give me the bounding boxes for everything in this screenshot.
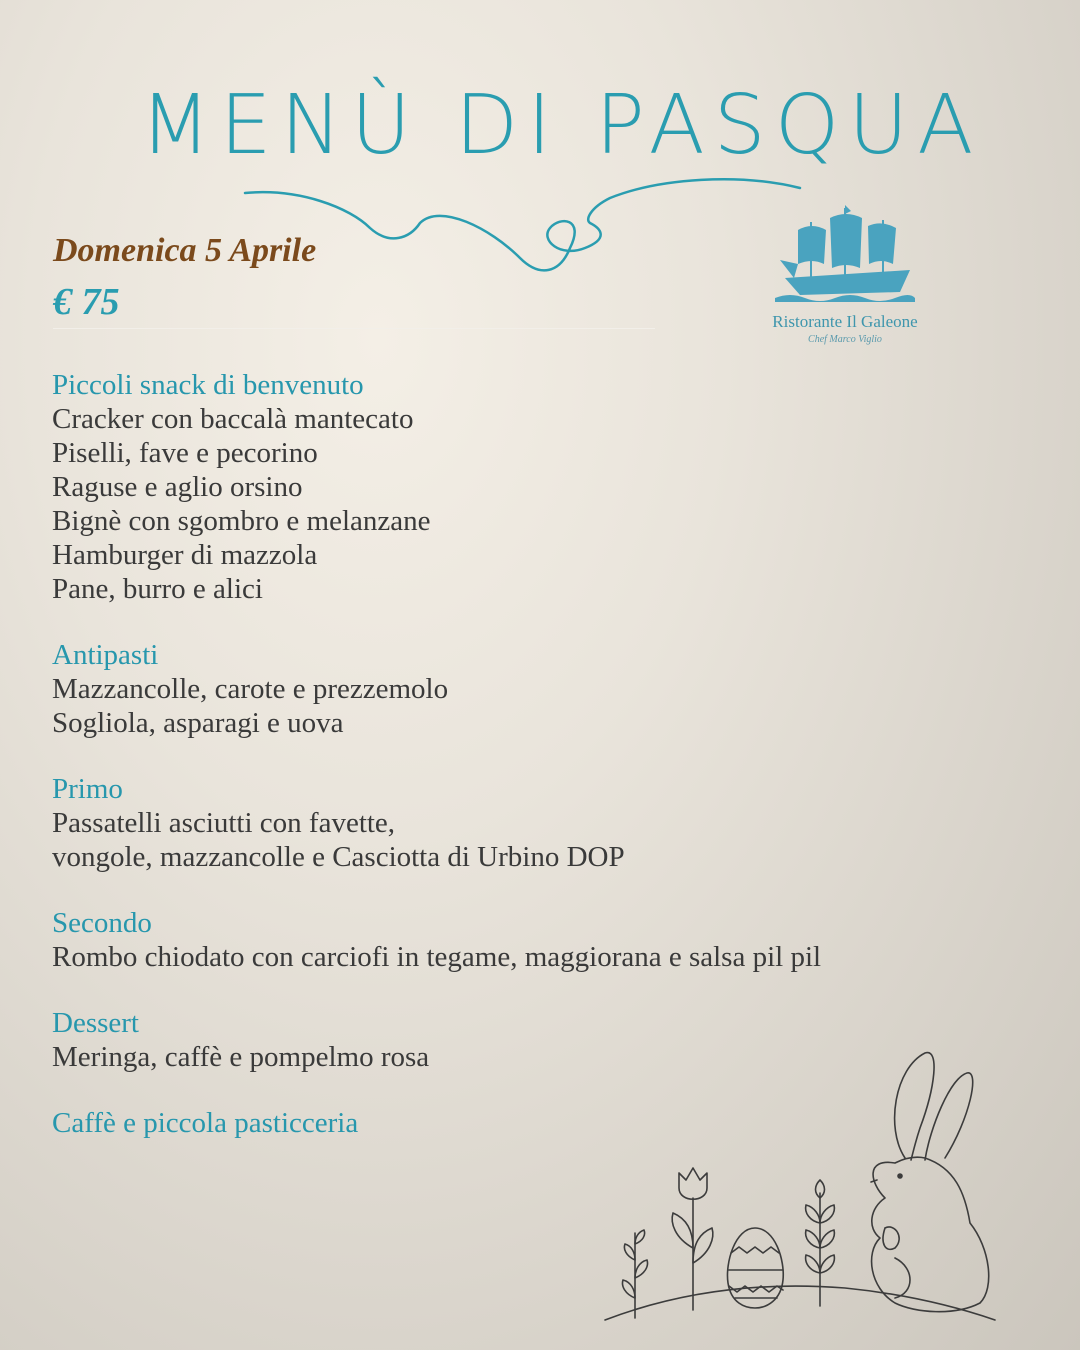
restaurant-name: Ristorante Il Galeone	[772, 312, 918, 331]
section-title: Antipasti	[52, 639, 159, 671]
galleon-ship-icon	[770, 200, 920, 305]
divider	[53, 328, 655, 329]
menu-section-antipasti	[52, 638, 1012, 740]
menu-list	[52, 368, 1012, 1140]
easter-egg-icon	[727, 1228, 783, 1308]
menu-item: Passatelli asciutti con favette,	[52, 807, 396, 839]
section-title: Piccoli snack di benvenuto	[52, 369, 364, 401]
menu-section-snacks	[52, 368, 1012, 606]
ground-line	[605, 1286, 995, 1320]
menu-section-secondo	[52, 906, 1012, 974]
menu-item: Mazzancolle, carote e prezzemolo	[52, 673, 449, 705]
menu-item: Rombo chiodato con carciofi in tegame, maggiorana e salsa pil pil	[52, 941, 822, 973]
menu-item: Meringa, caffè e pompelmo rosa	[52, 1041, 430, 1073]
menu-item: Cracker con baccalà mantecato	[52, 403, 414, 435]
closing-line: Caffè e piccola pasticceria	[52, 1107, 359, 1139]
menu-section-primo	[52, 772, 1012, 874]
menu-item: Bignè con sgombro e melanzane	[52, 505, 431, 537]
chef-name: Chef Marco Viglio	[808, 334, 882, 345]
flower-icon	[672, 1168, 713, 1310]
section-title: Secondo	[52, 907, 152, 939]
menu-item: Hamburger di mazzola	[52, 539, 318, 571]
menu-item: Pane, burro e alici	[52, 573, 263, 605]
easter-illustration	[595, 1048, 1015, 1338]
menu-item: Sogliola, asparagi e uova	[52, 707, 344, 739]
restaurant-logo	[760, 200, 930, 345]
plant-icon	[623, 1230, 648, 1318]
menu-item: vongole, mazzancolle e Casciotta di Urbino DOP	[52, 841, 625, 873]
menu-item: Piselli, fave e pecorino	[52, 437, 318, 469]
section-title: Dessert	[52, 1007, 139, 1039]
event-date: Domenica 5 Aprile	[53, 232, 317, 269]
menu-item: Raguse e aglio orsino	[52, 471, 303, 503]
page-title: MENÙ DI PASQUA	[140, 78, 983, 173]
swirl-line-icon	[240, 168, 820, 288]
menu-price: € 75	[53, 281, 120, 323]
easter-bunny-icon	[871, 1053, 989, 1312]
section-title: Primo	[52, 773, 123, 805]
